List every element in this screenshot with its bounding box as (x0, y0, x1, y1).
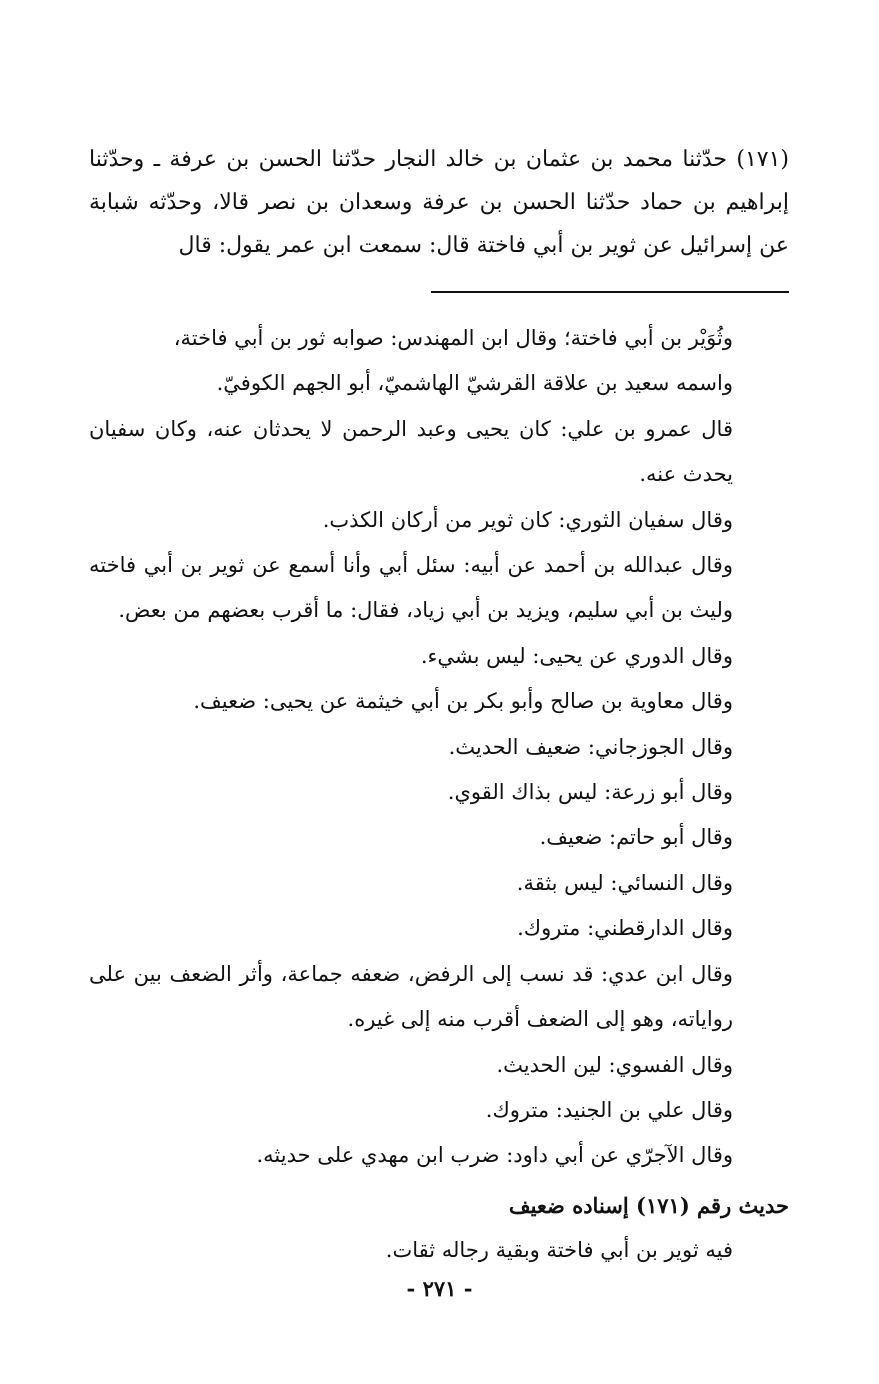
footnote-line: وقال النسائي: ليس بثقة. (516, 870, 733, 895)
footnote-line: واسمه سعيد بن علاقة القرشيّ الهاشميّ، أبو الجهم الكوفيّ. (216, 371, 733, 396)
page-number: - ٢٧١ - (406, 1276, 473, 1301)
verdict-heading: حديث رقم (١٧١) إسناده ضعيف (508, 1192, 789, 1218)
footnote-line: وقال الفسوي: لين الحديث. (496, 1052, 733, 1077)
footnote-line: وقال عبدالله بن أحمد عن أبيه: سئل أبي وأنا أسمع عن ثوير بن أبي فاخته وليث بن أبي سليم، ويزيد بن أبي زياد، فقال: ما أقرب بعضهم من بعض. (89, 553, 733, 623)
footnote-line: وقال الآجرّي عن أبي داود: ضرب ابن مهدي على حديثه. (256, 1143, 733, 1168)
footnote-line: وقال الجوزجاني: ضعيف الحديث. (448, 734, 733, 759)
footnote-line: وقال علي بن الجنيد: متروك. (485, 1097, 733, 1122)
footnote-line: وقال أبو زرعة: ليس بذاك القوي. (447, 780, 733, 805)
footnote-line: وقال معاوية بن صالح وأبو بكر بن أبي خيثمة عن يحيى: ضعيف. (193, 689, 733, 714)
footnotes-block (89, 316, 789, 1274)
main-text-block (89, 138, 789, 267)
hadith-paragraph: (١٧١) حدّثنا محمد بن عثمان بن خالد النجار حدّثنا الحسن بن عرفة ـ وحدّثنا إبراهيم بن حماد حدّثنا الحسن بن عرفة وسعدان بن نصر قالا، وحدّثه شبابة عن إسرائيل عن ثوير بن أبي فاختة قال: سمعت ابن عمر يقول: قال (89, 147, 789, 258)
footnote-line: قال عمرو بن علي: كان يحيى وعبد الرحمن لا يحدثان عنه، وكان سفيان يحدث عنه. (89, 416, 733, 487)
footnote-line: وثُوَيْر بن أبي فاختة؛ وقال ابن المهندس: صوابه ثور بن أبي فاختة، (173, 326, 733, 350)
footnote-line: وقال الدارقطني: متروك. (517, 916, 733, 941)
footnote-line: وقال الدوري عن يحيى: ليس بشيء. (420, 643, 733, 668)
footnote-line: وقال ابن عدي: قد نسب إلى الرفض، ضعفه جماعة، وأثر الضعف بين على رواياته، وهو إلى الضعف أقرب منه إلى غيره. (89, 961, 733, 1032)
verdict-text: فيه ثوير بن أبي فاختة وبقية رجاله ثقات. (385, 1238, 733, 1263)
footnote-divider (431, 291, 789, 293)
footnote-line: وقال أبو حاتم: ضعيف. (539, 825, 733, 850)
footnote-line: وقال سفيان الثوري: كان ثوير من أركان الكذب. (322, 507, 733, 532)
